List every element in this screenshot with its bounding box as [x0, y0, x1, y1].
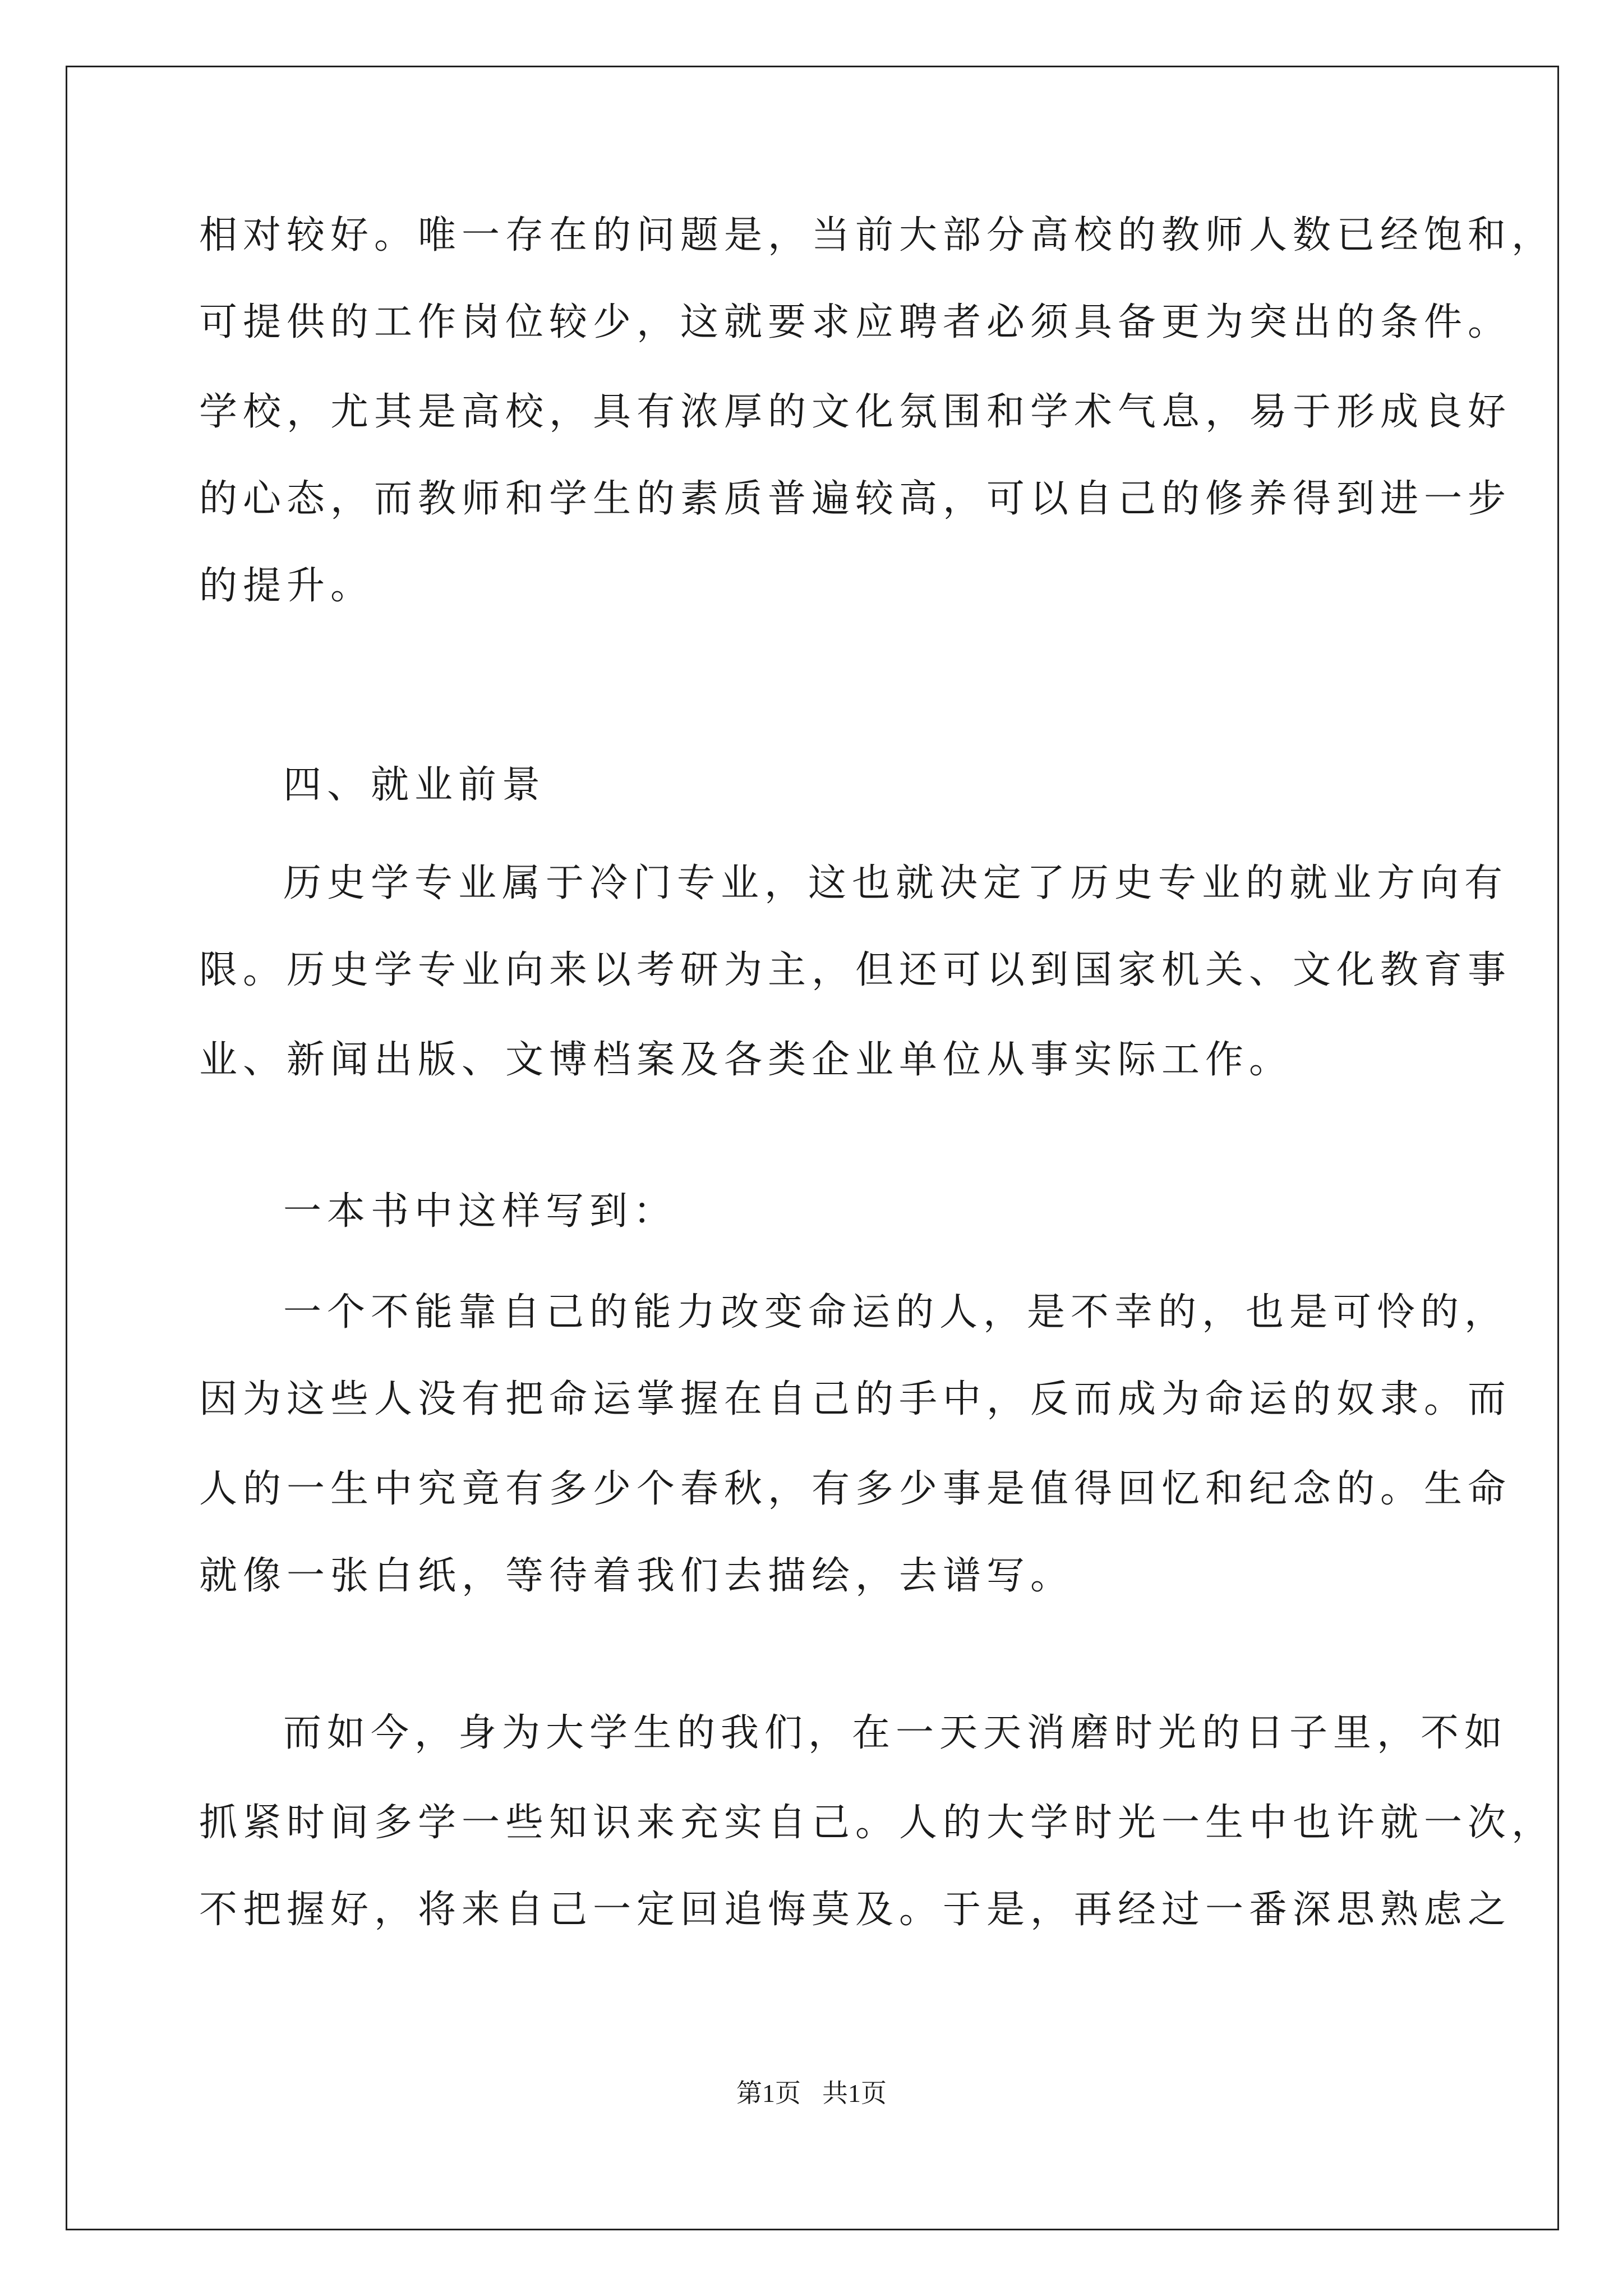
body-line-9: 业、新闻出版、文博档案及各类企业单位从事实际工作。: [199, 1038, 1293, 1082]
page-number: 第1页: [736, 2079, 801, 2108]
page-footer: [0, 2077, 1623, 2110]
body-line-7: 历史学专业属于冷门专业，这也就决定了历史专业的就业方向有: [283, 861, 1509, 905]
body-line-13: 人的一生中究竟有多少个春秋，有多少事是值得回忆和纪念的。生命: [199, 1467, 1512, 1511]
body-line-14: 就像一张白纸，等待着我们去描绘，去谱写。: [199, 1554, 1075, 1598]
body-line-11: 一个不能靠自己的能力改变命运的人，是不幸的，也是可怜的，: [283, 1290, 1509, 1335]
page-total: 共1页: [822, 2079, 887, 2108]
body-line-15: 而如今，身为大学生的我们，在一天天消磨时光的日子里，不如: [283, 1711, 1509, 1755]
body-line-1: 相对较好。唯一存在的问题是，当前大部分高校的教师人数已经饱和，: [199, 213, 1556, 257]
body-line-2: 可提供的工作岗位较少，这就要求应聘者必须具备更为突出的条件。: [199, 300, 1512, 344]
body-line-12: 因为这些人没有把命运掌握在自己的手中，反而成为命运的奴隶。而: [199, 1377, 1512, 1421]
body-line-3: 学校，尤其是高校，具有浓厚的文化氛围和学术气息，易于形成良好: [199, 390, 1512, 434]
body-line-10: 一本书中这样写到：: [283, 1189, 677, 1234]
body-line-16: 抓紧时间多学一些知识来充实自己。人的大学时光一生中也许就一次，: [199, 1801, 1556, 1845]
body-line-8: 限。历史学专业向来以考研为主，但还可以到国家机关、文化教育事: [199, 948, 1512, 992]
body-line-5: 的提升。: [199, 564, 375, 608]
section-heading: 四、就业前景: [283, 763, 546, 807]
body-line-17: 不把握好，将来自己一定回追悔莫及。于是，再经过一番深思熟虑之: [199, 1888, 1512, 1932]
body-line-4: 的心态，而教师和学生的素质普遍较高，可以自己的修养得到进一步: [199, 477, 1512, 521]
